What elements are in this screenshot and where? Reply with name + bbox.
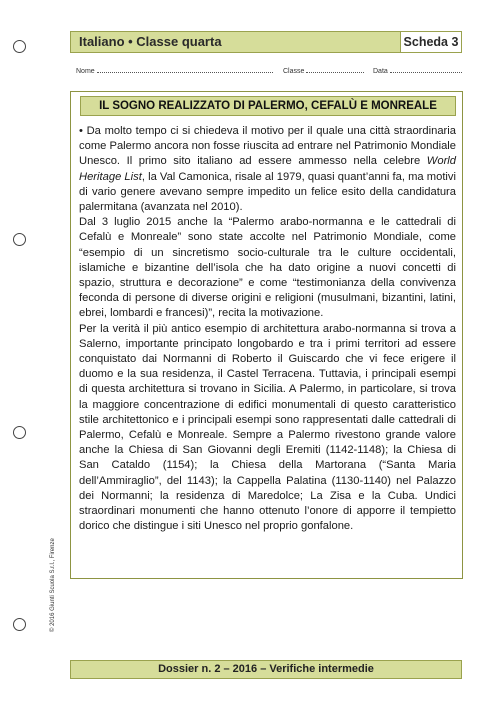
data-dotted-line bbox=[390, 66, 462, 73]
binder-hole-3 bbox=[13, 426, 26, 439]
paragraph-1 bbox=[79, 124, 456, 215]
paragraph-2: Dal 3 luglio 2015 anche la “Palermo arabo-normanna e le cattedrali di Cefalù e Monreale” sono state accolte nel Patrimonio Mondiale, come “esempio di un sincretismo socio-culturale tra le culture occidentali, islamiche e bizantine dell’isola che ha dato origine a nuovi concetti di spazio, struttura e decorazione” e come “testimonianza della convivenza feconda di persone di diverse origini e religioni (musulmani, bizantini, latini, ebrei, lombardi e francesi)”, recita la motivazione. bbox=[79, 216, 456, 320]
binder-hole-4 bbox=[13, 618, 26, 631]
paragraph-3: Per la verità il più antico esempio di architettura arabo-normanna si trova a Salerno, importante principato longobardo e tra i primi territori ad essere conquistato dai Normanni di Roberto il Guiscardo che vi fece erigere il duomo e la sua residenza, il Castel Terracena. Tuttavia, i principali esempi di questa architettura si trovano in Sicilia. A Palermo, in particolare, si trova la maggiore concentrazione di edifici monumentali di questo caratteristico stile architettonico e i principali esempi sono rappresentati dalle cattedrali di Palermo, Cefalù e Monreale. Sempre a Palermo rivestono grande valore anche la Chiesa di San Giovanni degli Eremiti (1142-1148); la Chiesa di San Cataldo (1154); la Chiesa della Martorana (“Santa Maria dell’Ammiraglio”, del 1143); la Cappella Palatina (1130-1140) nel Palazzo dei Normanni; la residenza di Maredolce; La Zisa e la Cuba. Undici straordinari monumenti che hanno ottenuto l’onore di apporre il tempietto dorico che distingue i siti Unesco nel proprio gonfalone. bbox=[79, 322, 456, 533]
classe-field[interactable] bbox=[283, 66, 364, 75]
article-body bbox=[79, 124, 456, 534]
paragraph-1-italic: World Heritage List bbox=[79, 155, 456, 183]
binder-hole-2 bbox=[13, 233, 26, 246]
paragraph-1-text-a: • Da molto tempo ci si chiedeva il motivo per il quale una città straordinaria come Palermo ancora non fosse riuscita ad entrare nel Patrimonio Mondiale Unesco. Il primo sito italiano ad essere ammesso nella celebre bbox=[79, 125, 456, 168]
data-label: Data bbox=[373, 68, 388, 75]
classe-label: Classe bbox=[283, 68, 305, 75]
binder-hole-1 bbox=[13, 40, 26, 53]
footer-bar: Dossier n. 2 – 2016 – Verifiche intermedie bbox=[70, 660, 462, 679]
nome-field[interactable] bbox=[76, 66, 273, 75]
classe-dotted-line bbox=[306, 66, 364, 73]
nome-label: Nome bbox=[76, 68, 95, 75]
article-title: IL SOGNO REALIZZATO DI PALERMO, CEFALÙ E MONREALE bbox=[80, 96, 456, 116]
paragraph-1-text-b: , la Val Camonica, risale al 1979, quasi quant’anni fa, ma motivi di vario genere avevano sempre impedito un felice esito della candidatura palermitana (avanzata nel 2010). bbox=[79, 170, 457, 214]
header-title: Italiano • Classe quarta bbox=[79, 34, 222, 49]
scheda-label: Scheda 3 bbox=[400, 31, 462, 53]
copyright-credit: © 2016 Giunti Scuola S.r.l., Firenze bbox=[50, 538, 56, 632]
nome-dotted-line bbox=[97, 66, 273, 73]
data-field[interactable] bbox=[373, 66, 462, 75]
